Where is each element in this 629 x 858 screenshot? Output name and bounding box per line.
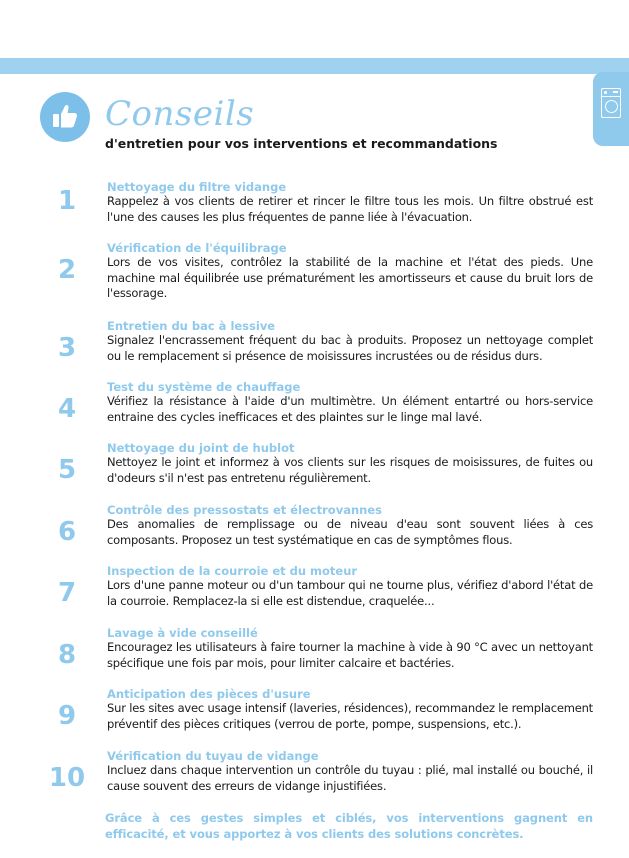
washing-machine-icon: [601, 88, 621, 118]
tip-number: 9: [57, 701, 77, 731]
tip-number: 8: [57, 640, 77, 670]
tip-text: Encouragez les utilisateurs à faire tourner la machine à vide à 90 °C avec un nettoyant spécifique une fois par mois, pour limiter calcaire et bactéries.: [107, 640, 593, 670]
tip-number: 7: [57, 578, 77, 608]
tip-number: 2: [57, 255, 77, 285]
thumbs-up-icon: [51, 102, 79, 130]
tip-heading: Nettoyage du joint de hublot: [107, 441, 295, 455]
page-title: Conseils: [105, 94, 255, 134]
tip-text: Lors de vos visites, contrôlez la stabilité de la machine et l'état des pieds. Une machine mal équilibrée use prématurément les amortisseurs et cause du bruit lors de l'essorage.: [107, 255, 593, 300]
tip-heading: Inspection de la courroie et du moteur: [107, 564, 358, 578]
tip-text: Vérifiez la résistance à l'aide d'un multimètre. Un élément entartré ou hors-service entraine des cycles inefficaces et des plaintes sur le linge mal lavé.: [107, 394, 593, 424]
tip-heading: Lavage à vide conseillé: [107, 626, 258, 640]
tip-heading: Vérification de l'équilibrage: [107, 241, 287, 255]
tip-text: Rappelez à vos clients de retirer et rincer le filtre tous les mois. Un filtre obstrué est l'une des causes les plus fréquentes de panne liée à l'évacuation.: [107, 194, 593, 224]
page-subtitle: d'entretien pour vos interventions et recommandations: [105, 136, 498, 151]
tip-number: 3: [57, 333, 77, 363]
tip-text: Des anomalies de remplissage ou de niveau d'eau sont souvent liées à ces composants. Proposez un test systématique en cas de symptômes flous.: [107, 517, 593, 547]
tip-heading: Nettoyage du filtre vidange: [107, 180, 287, 194]
closing-note: Grâce à ces gestes simples et ciblés, vos interventions gagnent en efficacité, et vous apportez à vos clients des solutions concrètes.: [105, 811, 593, 841]
tip-heading: Vérification du tuyau de vidange: [107, 749, 319, 763]
tip-text: Lors d'une panne moteur ou d'un tambour qui ne tourne plus, vérifiez d'abord l'état de la courroie. Remplacez-la si elle est distendue, craquelée...: [107, 578, 593, 608]
tip-number: 5: [57, 455, 77, 485]
tip-text: Sur les sites avec usage intensif (laveries, résidences), recommandez le remplacement préventif des pièces critiques (verrou de porte, pompe, suspensions, etc.).: [107, 701, 593, 731]
side-tab: [593, 72, 629, 146]
tip-number: 1: [57, 186, 77, 216]
tip-number: 4: [57, 394, 77, 424]
tip-heading: Entretien du bac à lessive: [107, 319, 276, 333]
tip-text: Nettoyez le joint et informez à vos clients sur les risques de moisissures, de fuites ou d'odeurs s'il n'est pas entretenu régulièrement.: [107, 455, 593, 485]
thumbs-up-badge: [40, 92, 90, 142]
tip-text: Signalez l'encrassement fréquent du bac à produits. Proposez un nettoyage complet ou le remplacement si présence de moisissures incrustées ou de résidus durs.: [107, 333, 593, 363]
top-accent-bar: [0, 58, 629, 74]
tip-heading: Test du système de chauffage: [107, 380, 301, 394]
tip-text: Incluez dans chaque intervention un contrôle du tuyau : plié, mal installé ou bouché, il cause souvent des erreurs de vidange injustifiées.: [107, 763, 593, 793]
tip-number: 10: [48, 763, 86, 793]
tip-heading: Anticipation des pièces d'usure: [107, 687, 311, 701]
tip-heading: Contrôle des pressostats et électrovannes: [107, 503, 382, 517]
tip-number: 6: [57, 517, 77, 547]
